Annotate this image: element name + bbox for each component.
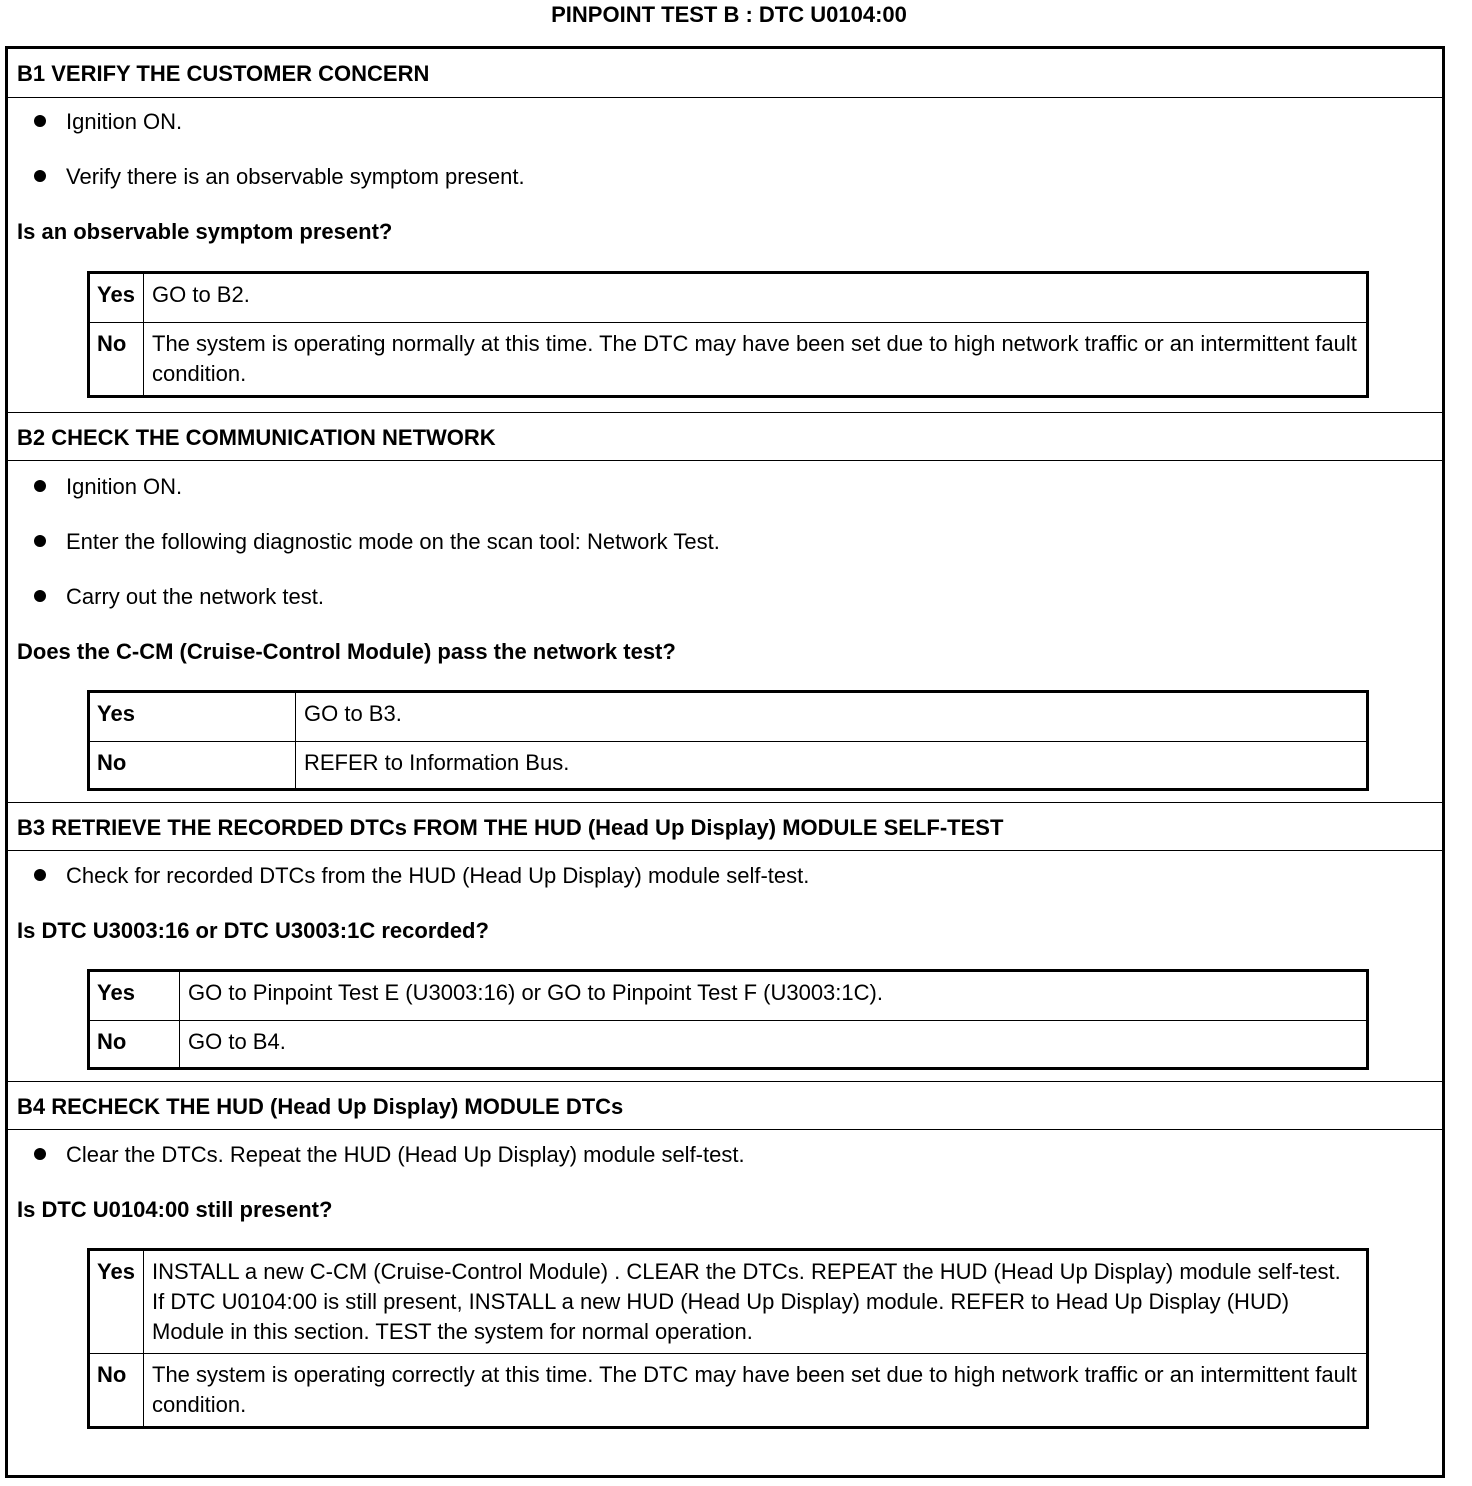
step-b4-bullet-1: Clear the DTCs. Repeat the HUD (Head Up Display) module self-test. — [34, 1142, 745, 1168]
answer-row-yes — [89, 1250, 1368, 1354]
step-b4-question: Is DTC U0104:00 still present? — [17, 1197, 333, 1222]
step-b4-heading: B4 RECHECK THE HUD (Head Up Display) MODULE DTCs — [8, 1081, 1442, 1130]
yes-label: Yes — [89, 1250, 144, 1354]
yes-action — [144, 1250, 1368, 1354]
step-b1-bullet-1: Ignition ON. — [34, 109, 182, 135]
no-label: No — [89, 742, 296, 790]
step-b3-answer-table — [87, 969, 1369, 1070]
step-b2-heading: B2 CHECK THE COMMUNICATION NETWORK — [8, 412, 1442, 461]
yes-label: Yes — [89, 971, 180, 1021]
yes-label: Yes — [89, 692, 296, 742]
step-b2-bullet-1: Ignition ON. — [34, 474, 182, 500]
yes-label: Yes — [89, 273, 144, 323]
answer-row-yes — [89, 273, 1368, 323]
no-action: The system is operating correctly at this time. The DTC may have been set due to high network traffic or an intermittent fault condition. — [144, 1354, 1368, 1428]
bullet-dot-icon — [34, 480, 46, 492]
pinpoint-test-table — [5, 46, 1445, 1478]
step-b2-bullet-2: Enter the following diagnostic mode on the scan tool: Network Test. — [34, 529, 720, 555]
no-label: No — [89, 323, 144, 397]
step-b1-heading: B1 VERIFY THE CUSTOMER CONCERN — [8, 49, 1442, 98]
bullet-dot-icon — [34, 590, 46, 602]
step-b1-answer-table — [87, 271, 1369, 398]
step-b1-question: Is an observable symptom present? — [17, 219, 393, 244]
answer-row-no — [89, 742, 1368, 790]
no-label: No — [89, 1021, 180, 1069]
step-b2-answer-table — [87, 690, 1369, 791]
yes-action: GO to B3. — [296, 692, 1368, 742]
step-b2-bullet-3: Carry out the network test. — [34, 584, 324, 610]
no-label: No — [89, 1354, 144, 1428]
yes-action-line-2: If DTC U0104:00 is still present, INSTALL a new HUD (Head Up Display) module. REFER to Head Up Display (HUD) Module in this section. TEST the system for normal operation. — [152, 1289, 1290, 1344]
step-b2-question: Does the C-CM (Cruise-Control Module) pass the network test? — [17, 639, 676, 664]
bullet-dot-icon — [34, 535, 46, 547]
page-title: PINPOINT TEST B : DTC U0104:00 — [551, 2, 907, 27]
no-action: The system is operating normally at this time. The DTC may have been set due to high network traffic or an intermittent fault condition. — [144, 323, 1368, 397]
bullet-dot-icon — [34, 869, 46, 881]
no-action: REFER to Information Bus. — [296, 742, 1368, 790]
yes-action: GO to B2. — [144, 273, 1368, 323]
step-b3-heading: B3 RETRIEVE THE RECORDED DTCs FROM THE HUD (Head Up Display) MODULE SELF-TEST — [8, 802, 1442, 851]
bullet-dot-icon — [34, 170, 46, 182]
answer-row-yes — [89, 692, 1368, 742]
step-b3-question: Is DTC U3003:16 or DTC U3003:1C recorded? — [17, 918, 489, 943]
no-action: GO to B4. — [180, 1021, 1368, 1069]
step-b1-bullet-2: Verify there is an observable symptom present. — [34, 164, 525, 190]
answer-row-yes — [89, 971, 1368, 1021]
answer-row-no — [89, 1021, 1368, 1069]
bullet-dot-icon — [34, 1148, 46, 1160]
step-b4-answer-table — [87, 1248, 1369, 1429]
answer-row-no — [89, 323, 1368, 397]
yes-action-line-1: INSTALL a new C-CM (Cruise-Control Module) . CLEAR the DTCs. REPEAT the HUD (Head Up Display) module self-test. — [152, 1259, 1341, 1284]
bullet-dot-icon — [34, 115, 46, 127]
step-b3-bullet-1: Check for recorded DTCs from the HUD (Head Up Display) module self-test. — [34, 863, 809, 889]
yes-action: GO to Pinpoint Test E (U3003:16) or GO to Pinpoint Test F (U3003:1C). — [180, 971, 1368, 1021]
answer-row-no — [89, 1354, 1368, 1428]
